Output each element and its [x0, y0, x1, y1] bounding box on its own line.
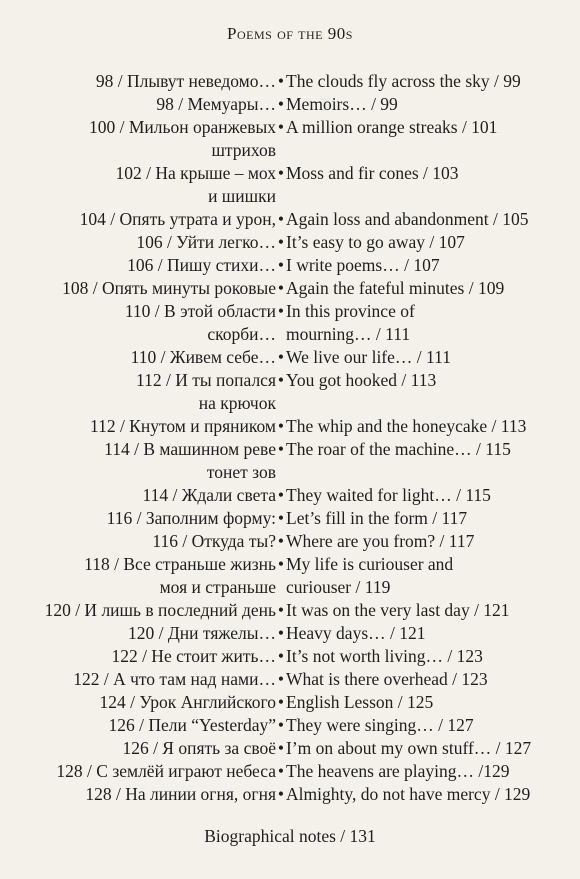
russian-title: 124 / Урок Английского: [99, 692, 276, 712]
russian-title: 122 / А что там над нами…: [73, 669, 276, 689]
english-title: Let’s fill in the form / 117: [286, 508, 468, 528]
english-title: The roar of the machine… / 115: [286, 439, 511, 459]
toc-row: [0, 162, 580, 208]
bullet-separator: •: [277, 416, 285, 436]
english-title: We live our life… / 111: [286, 347, 451, 367]
russian-title: 106 / Уйти легко…: [136, 232, 276, 252]
english-title: Moss and fir cones / 103: [286, 163, 459, 183]
english-title: Again loss and abandonment / 105: [286, 209, 529, 229]
english-title: English Lesson / 125: [286, 692, 434, 712]
english-title: The whip and the honeycake / 113: [286, 416, 527, 436]
russian-title: 126 / Пели “Yesterday”: [108, 715, 276, 735]
bullet-separator: •: [277, 278, 285, 298]
bullet-separator: •: [277, 117, 285, 137]
toc-row: [0, 277, 580, 300]
toc-row: [0, 553, 580, 599]
english-title: It’s easy to go away / 107: [286, 232, 465, 252]
russian-title: 110 / В этой области скорби…: [124, 301, 276, 344]
toc-row: [0, 116, 580, 162]
russian-title: 120 / Дни тяжелы…: [128, 623, 276, 643]
toc-row: [0, 668, 580, 691]
toc-row: [0, 93, 580, 116]
bullet-separator: •: [277, 301, 285, 321]
english-title: It’s not worth living… / 123: [286, 646, 483, 666]
english-title: Again the fateful minutes / 109: [286, 278, 505, 298]
russian-title: 104 / Опять утрата и урон,: [79, 209, 276, 229]
russian-title: 100 / Мильон оранжевых штрихов: [88, 117, 276, 160]
bullet-separator: •: [277, 669, 285, 689]
english-title: What is there overhead / 123: [286, 669, 488, 689]
bullet-separator: •: [277, 485, 285, 505]
english-title: They waited for light… / 115: [286, 485, 491, 505]
russian-title: 114 / Ждали света: [142, 485, 276, 505]
toc-row: [0, 737, 580, 760]
english-title: They were singing… / 127: [286, 715, 474, 735]
russian-title: 120 / И лишь в последний день: [44, 600, 276, 620]
bullet-separator: •: [277, 692, 285, 712]
russian-title: 112 / И ты попался на крючок: [136, 370, 276, 413]
toc-row: [0, 760, 580, 783]
english-title: Memoirs… / 99: [286, 94, 398, 114]
english-title: You got hooked / 113: [286, 370, 437, 390]
biographical-notes-entry: Biographical notes / 131: [204, 826, 376, 846]
russian-title: 116 / Откуда ты?: [152, 531, 276, 551]
bullet-separator: •: [277, 738, 285, 758]
toc-row: [0, 599, 580, 622]
bullet-separator: •: [277, 232, 285, 252]
bullet-separator: •: [277, 508, 285, 528]
russian-title: 102 / На крыше – мох и шишки: [115, 163, 276, 206]
bullet-separator: •: [277, 600, 285, 620]
russian-title: 114 / В машинном реве тонет зов: [104, 439, 276, 482]
toc-row: [0, 346, 580, 369]
toc-row: [0, 783, 580, 806]
toc-row: [0, 208, 580, 231]
toc-row: [0, 484, 580, 507]
toc-row: [0, 369, 580, 415]
english-title: The clouds fly across the sky / 99: [286, 71, 521, 91]
russian-title: 126 / Я опять за своё: [122, 738, 276, 758]
russian-title: 128 / С землёй играют небеса: [56, 761, 276, 781]
russian-title: 106 / Пишу стихи…: [127, 255, 276, 275]
toc-row: [0, 438, 580, 484]
english-title: In this province of mourning… / 111: [286, 301, 415, 344]
toc-row: [0, 645, 580, 668]
toc-row: [0, 300, 580, 346]
toc-row: [0, 622, 580, 645]
russian-title: 122 / Не стоит жить…: [111, 646, 276, 666]
russian-title: 128 / На линии огня, огня: [85, 784, 276, 804]
bullet-separator: •: [277, 623, 285, 643]
russian-title: 108 / Опять минуты роковые: [62, 278, 276, 298]
english-title: Where are you from? / 117: [286, 531, 475, 551]
russian-title: 118 / Все страньше жизнь моя и страньше: [84, 554, 276, 597]
english-title: The heavens are playing… /129: [286, 761, 510, 781]
toc-row: [0, 254, 580, 277]
russian-title: 110 / Живем себе…: [130, 347, 276, 367]
russian-title: 112 / Кнутом и пряником: [89, 416, 276, 436]
bullet-separator: •: [277, 554, 285, 574]
bullet-separator: •: [277, 347, 285, 367]
bullet-separator: •: [277, 761, 285, 781]
bullet-separator: •: [277, 370, 285, 390]
bullet-separator: •: [277, 71, 285, 91]
russian-title: 116 / Заполним форму:: [106, 508, 276, 528]
toc-row: [0, 70, 580, 93]
english-title: I’m on about my own stuff… / 127: [286, 738, 532, 758]
bullet-separator: •: [277, 646, 285, 666]
bullet-separator: •: [277, 209, 285, 229]
english-title: My life is curiouser and curiouser / 119: [286, 554, 454, 597]
toc-row: [0, 691, 580, 714]
toc-row: [0, 415, 580, 438]
russian-title: 98 / Мемуары…: [156, 94, 276, 114]
toc-row: [0, 231, 580, 254]
english-title: I write poems… / 107: [286, 255, 440, 275]
page-title: Poems of the 90s: [227, 24, 353, 43]
english-title: It was on the very last day / 121: [286, 600, 510, 620]
russian-title: 98 / Плывут неведомо…: [95, 71, 276, 91]
toc-row: [0, 507, 580, 530]
english-title: Heavy days… / 121: [286, 623, 426, 643]
bullet-separator: •: [277, 715, 285, 735]
bullet-separator: •: [277, 163, 285, 183]
toc-row: [0, 530, 580, 553]
table-of-contents: [0, 70, 580, 806]
english-title: A million orange streaks / 101: [286, 117, 498, 137]
bullet-separator: •: [277, 94, 285, 114]
bullet-separator: •: [277, 784, 285, 804]
bullet-separator: •: [277, 531, 285, 551]
bullet-separator: •: [277, 439, 285, 459]
toc-row: [0, 714, 580, 737]
english-title: Almighty, do not have mercy / 129: [286, 784, 531, 804]
bullet-separator: •: [277, 255, 285, 275]
